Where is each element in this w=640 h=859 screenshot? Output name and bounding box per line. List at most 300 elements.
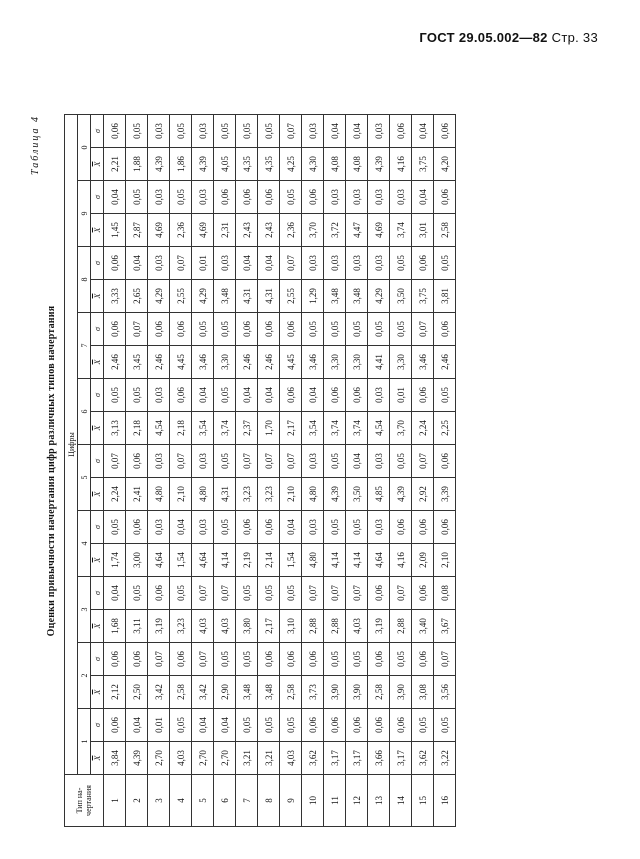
sigma-cell: 0,01: [390, 379, 412, 412]
mean-cell: 4,39: [390, 478, 412, 511]
page-header: [419, 30, 598, 45]
sigma-cell: 0,06: [236, 511, 258, 544]
sigma-cell: 0,06: [412, 379, 434, 412]
mean-cell: 3,40: [412, 610, 434, 643]
digit-header: 9: [78, 181, 91, 247]
mean-cell: 4,03: [192, 610, 214, 643]
sigma-cell: 0,04: [346, 115, 368, 148]
sigma-cell: 0,03: [368, 115, 390, 148]
sigma-cell: 0,06: [434, 181, 456, 214]
mean-cell: 3,90: [390, 676, 412, 709]
mean-cell: 1,45: [104, 214, 126, 247]
mean-cell: 4,45: [280, 346, 302, 379]
sigma-cell: 0,04: [346, 445, 368, 478]
sigma-cell: 0,07: [346, 577, 368, 610]
sigma-cell: 0,06: [126, 445, 148, 478]
sigma-cell: 0,06: [126, 643, 148, 676]
mean-cell: 3,75: [412, 148, 434, 181]
sigma-cell: 0,01: [192, 247, 214, 280]
type-cell: 16: [434, 775, 456, 827]
mean-cell: 1,88: [126, 148, 148, 181]
sigma-cell: 0,04: [104, 181, 126, 214]
sigma-cell: 0,04: [280, 511, 302, 544]
sigma-cell: 0,05: [170, 577, 192, 610]
sigma-cell: 0,07: [214, 577, 236, 610]
mean-header: $\overline{X}$: [91, 148, 104, 181]
mean-cell: 2,90: [214, 676, 236, 709]
sigma-cell: 0,07: [434, 643, 456, 676]
mean-cell: 2,25: [434, 412, 456, 445]
mean-cell: 2,24: [412, 412, 434, 445]
mean-cell: 3,45: [126, 346, 148, 379]
sigma-cell: 0,06: [258, 313, 280, 346]
sigma-cell: 0,06: [346, 379, 368, 412]
sigma-cell: 0,07: [170, 247, 192, 280]
sigma-cell: 0,06: [412, 643, 434, 676]
type-cell: 7: [236, 775, 258, 827]
mean-cell: 2,55: [280, 280, 302, 313]
sigma-cell: 0,07: [148, 643, 170, 676]
sigma-cell: 0,05: [434, 379, 456, 412]
sigma-cell: 0,06: [390, 511, 412, 544]
sigma-cell: 0,05: [390, 445, 412, 478]
mean-cell: 2,10: [280, 478, 302, 511]
mean-cell: 4,31: [236, 280, 258, 313]
mean-cell: 2,24: [104, 478, 126, 511]
sigma-header: σ: [91, 181, 104, 214]
sigma-cell: 0,06: [390, 709, 412, 742]
mean-cell: 3,22: [434, 742, 456, 775]
sigma-cell: 0,06: [104, 643, 126, 676]
sigma-cell: 0,05: [214, 643, 236, 676]
sigma-cell: 0,06: [258, 181, 280, 214]
sigma-cell: 0,07: [302, 577, 324, 610]
sigma-header: σ: [91, 313, 104, 346]
sigma-cell: 0,06: [368, 709, 390, 742]
sigma-cell: 0,06: [104, 313, 126, 346]
sigma-cell: 0,06: [258, 511, 280, 544]
mean-header: $\overline{X}$: [91, 478, 104, 511]
mean-cell: 4,35: [258, 148, 280, 181]
sigma-cell: 0,05: [412, 709, 434, 742]
sigma-cell: 0,06: [434, 313, 456, 346]
sigma-cell: 0,04: [302, 379, 324, 412]
sigma-cell: 0,05: [104, 379, 126, 412]
mean-cell: 3,30: [214, 346, 236, 379]
gost-number: ГОСТ 29.05.002—82: [419, 30, 548, 45]
sigma-cell: 0,03: [368, 511, 390, 544]
sigma-cell: 0,06: [346, 709, 368, 742]
sigma-cell: 0,07: [324, 577, 346, 610]
table-row: [170, 115, 192, 827]
sigma-cell: 0,05: [170, 181, 192, 214]
mean-cell: 3,81: [434, 280, 456, 313]
sigma-cell: 0,06: [368, 643, 390, 676]
mean-cell: 2,58: [280, 676, 302, 709]
mean-cell: 2,55: [170, 280, 192, 313]
sigma-cell: 0,03: [368, 181, 390, 214]
mean-cell: 4,03: [280, 742, 302, 775]
mean-cell: 4,39: [368, 148, 390, 181]
sigma-cell: 0,06: [324, 709, 346, 742]
data-table: [64, 114, 456, 827]
mean-cell: 2,17: [280, 412, 302, 445]
mean-cell: 4,69: [148, 214, 170, 247]
sigma-cell: 0,03: [368, 379, 390, 412]
sigma-cell: 0,05: [126, 181, 148, 214]
table-row: [434, 115, 456, 827]
type-cell: 10: [302, 775, 324, 827]
sigma-cell: 0,05: [214, 313, 236, 346]
sigma-cell: 0,05: [346, 511, 368, 544]
sigma-cell: 0,05: [346, 643, 368, 676]
mean-cell: 3,00: [126, 544, 148, 577]
mean-header: $\overline{X}$: [91, 544, 104, 577]
mean-cell: 2,10: [170, 478, 192, 511]
sigma-header: σ: [91, 511, 104, 544]
sigma-cell: 0,05: [214, 511, 236, 544]
sigma-cell: 0,07: [170, 445, 192, 478]
mean-cell: 2,19: [236, 544, 258, 577]
sigma-cell: 0,05: [258, 709, 280, 742]
mean-cell: 2,36: [170, 214, 192, 247]
mean-cell: 4,80: [302, 478, 324, 511]
mean-cell: 1,70: [258, 412, 280, 445]
mean-cell: 2,31: [214, 214, 236, 247]
sigma-cell: 0,07: [126, 313, 148, 346]
type-cell: 11: [324, 775, 346, 827]
digits-header: Цифры: [65, 115, 78, 775]
mean-cell: 3,75: [412, 280, 434, 313]
sigma-cell: 0,03: [368, 247, 390, 280]
mean-header: $\overline{X}$: [91, 214, 104, 247]
sigma-cell: 0,06: [324, 379, 346, 412]
mean-cell: 1,29: [302, 280, 324, 313]
mean-cell: 4,41: [368, 346, 390, 379]
mean-cell: 4,54: [368, 412, 390, 445]
sigma-cell: 0,05: [390, 643, 412, 676]
sigma-cell: 0,07: [390, 577, 412, 610]
mean-cell: 4,39: [148, 148, 170, 181]
mean-cell: 3,48: [258, 676, 280, 709]
sigma-cell: 0,05: [324, 643, 346, 676]
sigma-cell: 0,06: [104, 247, 126, 280]
mean-cell: 1,86: [170, 148, 192, 181]
mean-cell: 4,64: [148, 544, 170, 577]
sigma-cell: 0,01: [148, 709, 170, 742]
mean-cell: 2,87: [126, 214, 148, 247]
digit-header: 3: [78, 577, 91, 643]
mean-cell: 4,35: [236, 148, 258, 181]
mean-cell: 3,23: [170, 610, 192, 643]
mean-cell: 3,30: [346, 346, 368, 379]
sigma-cell: 0,05: [280, 181, 302, 214]
table-title: Оценки привычности начертания цифр различных типов начертания: [46, 305, 57, 637]
mean-cell: 4,80: [302, 544, 324, 577]
mean-cell: 2,46: [236, 346, 258, 379]
mean-cell: 4,03: [170, 742, 192, 775]
mean-cell: 2,88: [390, 610, 412, 643]
mean-cell: 4,25: [280, 148, 302, 181]
sigma-cell: 0,06: [412, 577, 434, 610]
table-row: [258, 115, 280, 827]
type-cell: 15: [412, 775, 434, 827]
sigma-cell: 0,06: [236, 313, 258, 346]
mean-cell: 4,39: [192, 148, 214, 181]
sigma-cell: 0,05: [104, 511, 126, 544]
sigma-cell: 0,07: [192, 643, 214, 676]
sigma-cell: 0,05: [258, 577, 280, 610]
mean-cell: 2,17: [258, 610, 280, 643]
mean-cell: 3,50: [390, 280, 412, 313]
mean-cell: 3,48: [236, 676, 258, 709]
type-cell: 2: [126, 775, 148, 827]
mean-cell: 3,90: [324, 676, 346, 709]
sigma-cell: 0,06: [170, 313, 192, 346]
digit-header: 5: [78, 445, 91, 511]
sigma-cell: 0,07: [412, 313, 434, 346]
table-row: [324, 115, 346, 827]
sigma-cell: 0,05: [434, 247, 456, 280]
sigma-cell: 0,05: [126, 379, 148, 412]
mean-cell: 4,20: [434, 148, 456, 181]
sigma-cell: 0,03: [346, 247, 368, 280]
table-row: [368, 115, 390, 827]
mean-cell: 3,42: [148, 676, 170, 709]
table-row: [280, 115, 302, 827]
mean-cell: 3,17: [390, 742, 412, 775]
sigma-cell: 0,05: [192, 313, 214, 346]
mean-cell: 3,39: [434, 478, 456, 511]
type-cell: 1: [104, 775, 126, 827]
mean-cell: 3,74: [346, 412, 368, 445]
sigma-cell: 0,06: [302, 709, 324, 742]
mean-cell: 4,39: [126, 742, 148, 775]
mean-cell: 2,12: [104, 676, 126, 709]
mean-header: $\overline{X}$: [91, 742, 104, 775]
mean-cell: 3,74: [324, 412, 346, 445]
mean-cell: 2,65: [126, 280, 148, 313]
table-row: [412, 115, 434, 827]
sigma-cell: 0,06: [258, 643, 280, 676]
table-row: [148, 115, 170, 827]
sigma-cell: 0,06: [170, 643, 192, 676]
mean-cell: 4,14: [346, 544, 368, 577]
mean-cell: 4,03: [346, 610, 368, 643]
mean-cell: 3,74: [214, 412, 236, 445]
mean-cell: 4,29: [148, 280, 170, 313]
sigma-cell: 0,05: [258, 115, 280, 148]
mean-cell: 4,47: [346, 214, 368, 247]
sigma-cell: 0,03: [302, 511, 324, 544]
mean-cell: 2,88: [302, 610, 324, 643]
mean-cell: 3,08: [412, 676, 434, 709]
mean-cell: 3,13: [104, 412, 126, 445]
mean-cell: 3,62: [412, 742, 434, 775]
sigma-cell: 0,03: [214, 247, 236, 280]
mean-header: $\overline{X}$: [91, 610, 104, 643]
digit-header: 7: [78, 313, 91, 379]
mean-cell: 4,80: [192, 478, 214, 511]
header-row-stats: [91, 115, 104, 827]
sigma-cell: 0,03: [148, 511, 170, 544]
mean-cell: 2,09: [412, 544, 434, 577]
sigma-cell: 0,07: [280, 445, 302, 478]
mean-cell: 2,36: [280, 214, 302, 247]
sigma-cell: 0,04: [126, 709, 148, 742]
sigma-cell: 0,03: [302, 445, 324, 478]
type-cell: 14: [390, 775, 412, 827]
mean-cell: 3,48: [346, 280, 368, 313]
table-row: [192, 115, 214, 827]
mean-cell: 4,64: [192, 544, 214, 577]
mean-cell: 3,30: [390, 346, 412, 379]
mean-cell: 2,46: [104, 346, 126, 379]
sigma-cell: 0,06: [280, 313, 302, 346]
mean-cell: 2,46: [258, 346, 280, 379]
sigma-cell: 0,03: [192, 181, 214, 214]
mean-cell: 4,54: [148, 412, 170, 445]
sigma-cell: 0,05: [324, 445, 346, 478]
mean-cell: 2,58: [170, 676, 192, 709]
sigma-cell: 0,03: [390, 181, 412, 214]
digit-header: 6: [78, 379, 91, 445]
mean-cell: 3,67: [434, 610, 456, 643]
table-row: [126, 115, 148, 827]
mean-cell: 4,64: [368, 544, 390, 577]
mean-cell: 4,08: [324, 148, 346, 181]
sigma-cell: 0,06: [104, 115, 126, 148]
mean-cell: 2,58: [368, 676, 390, 709]
type-cell: 4: [170, 775, 192, 827]
mean-cell: 3,33: [104, 280, 126, 313]
sigma-cell: 0,04: [236, 247, 258, 280]
table-head: [65, 115, 104, 827]
mean-cell: 4,16: [390, 148, 412, 181]
sigma-header: σ: [91, 247, 104, 280]
type-cell: 8: [258, 775, 280, 827]
sigma-cell: 0,03: [148, 181, 170, 214]
sigma-cell: 0,05: [236, 643, 258, 676]
mean-cell: 3,70: [302, 214, 324, 247]
mean-cell: 3,17: [324, 742, 346, 775]
sigma-cell: 0,05: [346, 313, 368, 346]
mean-cell: 2,43: [236, 214, 258, 247]
sigma-cell: 0,03: [192, 445, 214, 478]
sigma-cell: 0,04: [412, 115, 434, 148]
sigma-cell: 0,06: [280, 379, 302, 412]
mean-cell: 4,69: [368, 214, 390, 247]
sigma-cell: 0,04: [412, 181, 434, 214]
type-header: Тип на-чертания: [65, 775, 104, 827]
sigma-cell: 0,05: [214, 115, 236, 148]
mean-cell: 4,05: [214, 148, 236, 181]
sigma-cell: 0,04: [192, 379, 214, 412]
mean-cell: 3,42: [192, 676, 214, 709]
sigma-cell: 0,07: [280, 247, 302, 280]
type-cell: 13: [368, 775, 390, 827]
sigma-cell: 0,03: [148, 115, 170, 148]
mean-header: $\overline{X}$: [91, 346, 104, 379]
sigma-cell: 0,05: [214, 379, 236, 412]
mean-cell: 3,74: [390, 214, 412, 247]
sigma-cell: 0,03: [368, 445, 390, 478]
digit-header: 8: [78, 247, 91, 313]
mean-cell: 3,48: [324, 280, 346, 313]
sigma-cell: 0,04: [192, 709, 214, 742]
sigma-cell: 0,06: [148, 313, 170, 346]
sigma-cell: 0,04: [236, 379, 258, 412]
mean-cell: 4,85: [368, 478, 390, 511]
mean-cell: 4,39: [324, 478, 346, 511]
sigma-cell: 0,03: [148, 445, 170, 478]
sigma-cell: 0,03: [148, 379, 170, 412]
sigma-cell: 0,05: [302, 313, 324, 346]
sigma-cell: 0,06: [148, 577, 170, 610]
sigma-cell: 0,06: [302, 181, 324, 214]
sigma-cell: 0,06: [104, 709, 126, 742]
mean-cell: 3,10: [280, 610, 302, 643]
sigma-cell: 0,05: [324, 511, 346, 544]
sigma-cell: 0,06: [302, 643, 324, 676]
sigma-cell: 0,03: [324, 247, 346, 280]
sigma-cell: 0,06: [412, 511, 434, 544]
mean-cell: 4,14: [214, 544, 236, 577]
mean-cell: 3,23: [258, 478, 280, 511]
mean-cell: 4,31: [258, 280, 280, 313]
mean-cell: 3,54: [192, 412, 214, 445]
mean-cell: 3,46: [412, 346, 434, 379]
sigma-cell: 0,06: [434, 511, 456, 544]
sigma-cell: 0,03: [302, 115, 324, 148]
sigma-cell: 0,06: [214, 181, 236, 214]
mean-cell: 2,10: [434, 544, 456, 577]
sigma-cell: 0,07: [192, 577, 214, 610]
sigma-header: σ: [91, 643, 104, 676]
sigma-header: σ: [91, 115, 104, 148]
sigma-cell: 0,06: [412, 247, 434, 280]
mean-cell: 2,14: [258, 544, 280, 577]
table-row: [104, 115, 126, 827]
mean-cell: 3,17: [346, 742, 368, 775]
mean-cell: 4,08: [346, 148, 368, 181]
mean-cell: 3,50: [346, 478, 368, 511]
sigma-cell: 0,07: [258, 445, 280, 478]
page-number: Стр. 33: [551, 30, 598, 45]
sigma-header: σ: [91, 445, 104, 478]
sigma-cell: 0,05: [434, 709, 456, 742]
sigma-cell: 0,04: [170, 511, 192, 544]
mean-cell: 2,88: [324, 610, 346, 643]
type-cell: 6: [214, 775, 236, 827]
table-body: [104, 115, 456, 827]
mean-cell: 2,41: [126, 478, 148, 511]
mean-cell: 4,30: [302, 148, 324, 181]
mean-cell: 3,73: [302, 676, 324, 709]
sigma-cell: 0,04: [104, 577, 126, 610]
table-row: [214, 115, 236, 827]
mean-cell: 2,37: [236, 412, 258, 445]
sigma-cell: 0,04: [126, 247, 148, 280]
mean-cell: 3,30: [324, 346, 346, 379]
sigma-cell: 0,06: [390, 115, 412, 148]
mean-cell: 1,74: [104, 544, 126, 577]
sigma-cell: 0,04: [258, 247, 280, 280]
sigma-header: σ: [91, 709, 104, 742]
digit-header: 4: [78, 511, 91, 577]
mean-cell: 3,19: [368, 610, 390, 643]
sigma-cell: 0,07: [280, 115, 302, 148]
